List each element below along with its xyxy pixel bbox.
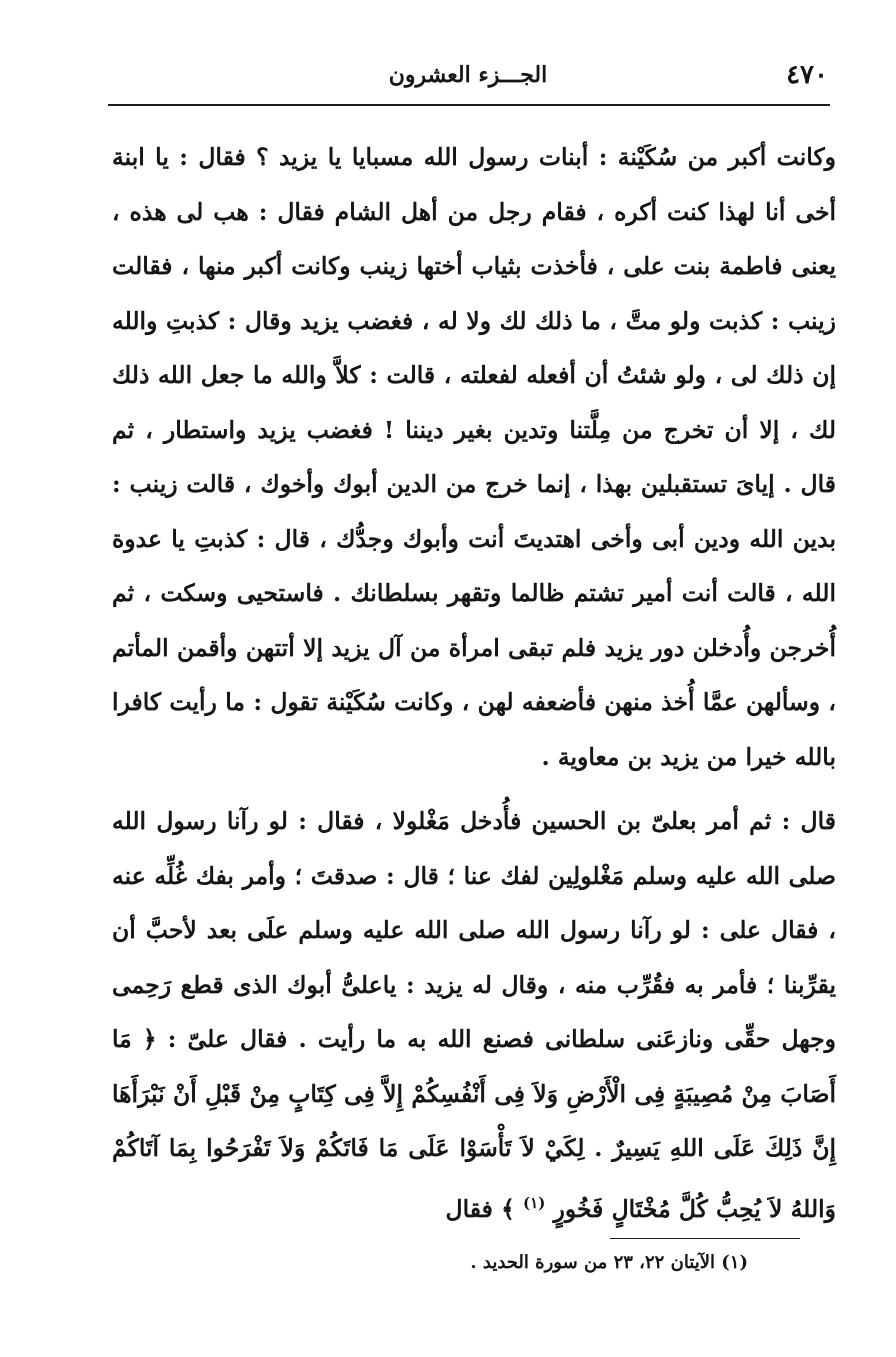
paragraph-2-text: قال : ثم أمر بعلىّ بن الحسين فأُدخل مَغْلولا ، فقال : لو رآنا رسول الله صلى الله عليه وسلم مَغْلولِين لفك عنا ؛ قال : صدقتَ ؛ وأمر بفك غُلِّه عنه ، فقال على : لو رآنا رسول الله صلى الله عليه وسلم علَى بعد لأحبَّ أن يقرِّبنا ؛ فأمر به فقُرِّب منه ، وقال له يزيد : ياعلىُّ أبوك الذى قطع رَحِمى وجهل حقِّى ونازعَنى سلطانى فصنع الله به ما رأيت . فقال علىّ : ﴿ مَا أَصَابَ مِنْ مُصِيبَةٍ فِى الْأَرْضِ وَلاَ فِى أَنْفُسِكُمْ إِلاَّ فِى كِتَابٍ مِنْ قَبْلِ أَنْ نَبْرَأَهَا إِنَّ ذَلِكَ عَلَى اللهِ يَسِيرٌ . لِكَيْ لاَ تَأْسَوْا عَلَى مَا فَاتَكُمْ وَلاَ تَفْرَحُوا بِمَا آتَاكُمْ وَاللهُ لاَ يُحِبُّ كُلَّ مُخْتَالٍ فَخُورٍ — [112, 807, 836, 1223]
paragraph-2 — [112, 794, 836, 1236]
page-number: ٤٧٠ — [786, 60, 828, 90]
footnote-reference: (١) — [523, 1193, 546, 1212]
paragraph-1: وكانت أكبر من سُكَيْنة : أبنات رسول الله مسبايا يا يزيد ؟ فقال : يا ابنة أخى أنا لهذا كنت أكره ، فقام رجل من أهل الشام فقال : هب لى هذه ، يعنى فاطمة بنت على ، فأخذت بثياب أختها زينب وكانت أكبر منها ، فقالت زينب : كذبت ولو متَّ ، ما ذلك لك ولا له ، فغضب يزيد وقال : كذبتِ والله إن ذلك لى ، ولو شئتُ أن أفعله لفعلته ، قالت : كلاَّ والله ما جعل الله ذلك لك ، إلا أن تخرج من مِلَّتنا وتدين بغير ديننا ! فغضب يزيد واستطار ، ثم قال . إياىَ تستقبلين بهذا ، إنما خرج من الدين أبوك وأخوك ، قالت زينب : بدين الله ودين أبى وأخى اهتديتَ أنت وأبوك وجدُّك ، قال : كذبتِ يا عدوة الله ، قالت أنت أمير تشتم ظالما وتقهر بسلطانك . فاستحيى وسكت ، ثم أُخرجن وأُدخلن دور يزيد فلم تبقى امرأة من آل يزيد إلا أتتهن وأقمن المأتم ، وسألهن عمَّا أُخذ منهن فأضعفه لهن ، وكانت سُكَيْنة تقول : ما رأيت كافرا بالله خيرا من يزيد بن معاوية . — [112, 143, 836, 771]
main-text — [112, 130, 836, 1236]
footnote-rule — [610, 1238, 800, 1239]
header-rule — [108, 104, 830, 106]
page-header — [108, 58, 828, 98]
footnote: (١) الآيتان ٢٢، ٢٣ من سورة الحديد . — [470, 1252, 748, 1273]
paragraph-2-end: ﴾ فقال — [445, 1194, 515, 1223]
running-head: الجـــزء العشرون — [388, 62, 548, 88]
